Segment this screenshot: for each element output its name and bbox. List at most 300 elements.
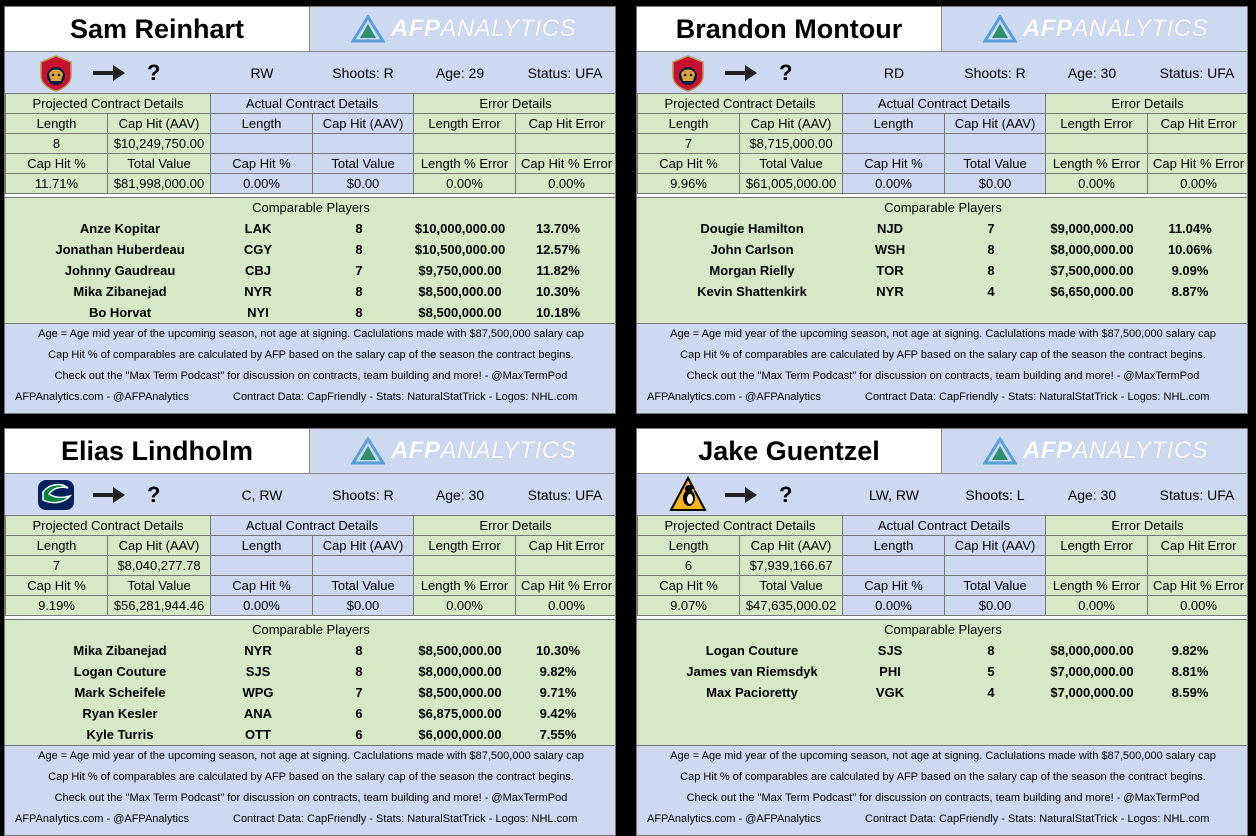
- cap-hit-error-label: Cap Hit Error: [1148, 114, 1248, 134]
- comp-name: Ryan Kesler: [82, 706, 158, 721]
- footer-note-podcast: Check out the "Max Term Podcast" for discussion on contracts, team building and more! - @MaxTermPod: [54, 792, 568, 804]
- footer-site: AFPAnalytics.com - @AFPAnalytics: [647, 391, 821, 403]
- comp-cap-hit: $8,500,000.00: [418, 643, 502, 658]
- projected-contract-header: Projected Contract Details: [638, 516, 843, 536]
- comp-team: WPG: [242, 685, 274, 700]
- comparable-row: [5, 640, 616, 661]
- comparable-players-title: Comparable Players: [884, 622, 1002, 637]
- proj-total-label: Total Value: [740, 576, 843, 596]
- footer-note-cap-hit: Cap Hit % of comparables are calculated by AFP based on the salary cap of the season the contract begins.: [48, 771, 574, 783]
- actual-cap-pct-label: Cap Hit %: [843, 154, 945, 174]
- comp-length: 7: [355, 685, 363, 700]
- length-pct-error-value: 0.00%: [414, 174, 516, 194]
- footer-credits: [5, 387, 616, 408]
- card-header: [5, 429, 616, 473]
- length-pct-error-value: 0.00%: [414, 596, 516, 616]
- cap-pct-error-label: Cap Hit % Error: [1148, 154, 1248, 174]
- comp-length: 6: [355, 727, 363, 742]
- proj-cap-hit-label: Cap Hit (AAV): [108, 536, 211, 556]
- comp-length: 7: [987, 221, 995, 236]
- length-pct-error-label: Length % Error: [1046, 154, 1148, 174]
- comp-length: 8: [355, 664, 363, 679]
- comparable-list: [637, 218, 1248, 302]
- comp-name: Mika Zibanejad: [73, 284, 167, 299]
- player-name: Jake Guentzel: [637, 429, 942, 473]
- actual-length-value: [843, 556, 945, 576]
- actual-cap-hit-label: Cap Hit (AAV): [945, 536, 1046, 556]
- comp-cap-pct: 11.04%: [1168, 221, 1212, 236]
- comp-cap-pct: 10.06%: [1167, 242, 1213, 257]
- projected-contract-header: Projected Contract Details: [6, 516, 211, 536]
- card-footer: [637, 745, 1248, 836]
- comp-team: TOR: [876, 263, 904, 278]
- comparable-row: [637, 661, 1248, 682]
- footer-note-cap-hit: Cap Hit % of comparables are calculated by AFP based on the salary cap of the season the contract begins.: [48, 349, 574, 361]
- comp-name: Logan Couture: [705, 643, 799, 658]
- cap-hit-error-value: [516, 134, 616, 154]
- actual-total-value: $0.00: [945, 596, 1046, 616]
- error-details-header: Error Details: [1046, 94, 1248, 114]
- proj-cap-pct-value: 9.19%: [6, 596, 108, 616]
- comp-length: 4: [987, 685, 995, 700]
- proj-cap-pct-label: Cap Hit %: [6, 576, 108, 596]
- footer-site: AFPAnalytics.com - @AFPAnalytics: [647, 813, 821, 825]
- proj-length-value: 8: [6, 134, 108, 154]
- proj-cap-pct-value: 9.96%: [638, 174, 740, 194]
- actual-cap-pct-value: 0.00%: [211, 596, 313, 616]
- comp-team: ANA: [243, 706, 273, 721]
- proj-cap-pct-label: Cap Hit %: [638, 154, 740, 174]
- comp-team: CGY: [243, 242, 273, 257]
- comp-length: 5: [987, 664, 995, 679]
- player-shoots: Shoots: R: [964, 65, 1026, 81]
- comp-cap-hit: $8,500,000.00: [418, 685, 502, 700]
- actual-cap-pct-value: 0.00%: [843, 596, 945, 616]
- comp-team: PHI: [879, 664, 901, 679]
- player-status: Status: UFA: [1159, 65, 1235, 81]
- proj-length-value: 7: [638, 134, 740, 154]
- vancouver-canucks-logo-icon: [37, 476, 75, 514]
- actual-length-label: Length: [211, 536, 313, 556]
- comp-length: 8: [355, 284, 363, 299]
- length-error-value: [414, 134, 516, 154]
- footer-sources: Contract Data: CapFriendly - Stats: NaturalStatTrick - Logos: NHL.com: [865, 391, 1210, 403]
- comp-length: 8: [355, 221, 363, 236]
- player-status: Status: UFA: [1159, 487, 1235, 503]
- actual-cap-hit-label: Cap Hit (AAV): [945, 114, 1046, 134]
- pittsburgh-penguins-logo-icon: [669, 476, 707, 514]
- cap-hit-error-value: [1148, 134, 1248, 154]
- comp-cap-hit: $8,000,000.00: [418, 664, 502, 679]
- length-error-value: [1046, 134, 1148, 154]
- comparable-players-title: Comparable Players: [252, 622, 370, 637]
- comparable-row: [5, 239, 616, 260]
- footer-site: AFPAnalytics.com - @AFPAnalytics: [15, 391, 189, 403]
- proj-total-value: $47,635,000.02: [740, 596, 843, 616]
- comp-team: WSH: [874, 242, 906, 257]
- player-shoots: Shoots: R: [332, 65, 394, 81]
- proj-total-label: Total Value: [108, 576, 211, 596]
- comp-cap-pct: 10.18%: [535, 305, 581, 320]
- footer-note-age: Age = Age mid year of the upcoming season, not age at signing. Caclulations made with $87,500,000 salary cap: [38, 328, 584, 340]
- projected-contract-header: Projected Contract Details: [6, 94, 211, 114]
- contract-details-table: [5, 515, 616, 616]
- player-shoots: Shoots: R: [332, 487, 394, 503]
- card-header: [637, 429, 1248, 473]
- comp-cap-pct: 9.82%: [539, 664, 577, 679]
- comp-cap-hit: $10,500,000.00: [414, 242, 506, 257]
- comp-length: 8: [987, 643, 995, 658]
- player-status: Status: UFA: [527, 65, 603, 81]
- length-pct-error-value: 0.00%: [1046, 174, 1148, 194]
- comp-cap-pct: 9.42%: [539, 706, 577, 721]
- comparable-players: [5, 619, 616, 745]
- player-age: Age: 30: [1067, 65, 1117, 81]
- comp-team: NYR: [876, 284, 904, 299]
- error-details-header: Error Details: [1046, 516, 1248, 536]
- proj-length-value: 6: [638, 556, 740, 576]
- length-error-value: [414, 556, 516, 576]
- comp-cap-hit: $8,000,000.00: [1050, 643, 1134, 658]
- player-name: Elias Lindholm: [5, 429, 310, 473]
- player-info-row: [5, 473, 616, 515]
- cap-pct-error-label: Cap Hit % Error: [516, 154, 616, 174]
- footer-note-cap-hit: Cap Hit % of comparables are calculated by AFP based on the salary cap of the season the contract begins.: [680, 771, 1206, 783]
- player-card-elias-lindholm: [4, 428, 616, 836]
- comp-cap-pct: 8.59%: [1171, 685, 1209, 700]
- cap-pct-error-label: Cap Hit % Error: [1148, 576, 1248, 596]
- proj-length-label: Length: [6, 114, 108, 134]
- player-position: RW: [250, 65, 274, 81]
- comp-name: John Carlson: [710, 242, 794, 257]
- afp-analytics-logo: [310, 429, 616, 473]
- comparable-row: [5, 218, 616, 239]
- brand-text: AFPANALYTICS: [1022, 15, 1209, 42]
- footer-note-age: Age = Age mid year of the upcoming season, not age at signing. Caclulations made with $87,500,000 salary cap: [670, 328, 1216, 340]
- comp-name: Kyle Turris: [86, 727, 154, 742]
- afp-analytics-logo: [942, 429, 1248, 473]
- cap-pct-error-value: 0.00%: [516, 174, 616, 194]
- comparable-row: [637, 640, 1248, 661]
- comp-cap-hit: $10,000,000.00: [414, 221, 506, 236]
- actual-length-value: [843, 134, 945, 154]
- actual-cap-hit-value: [945, 134, 1046, 154]
- comp-name: Bo Horvat: [88, 305, 152, 320]
- card-header: [637, 7, 1248, 51]
- afp-triangle-icon: [351, 15, 385, 43]
- actual-contract-header: Actual Contract Details: [843, 94, 1046, 114]
- comp-cap-hit: $6,875,000.00: [418, 706, 502, 721]
- comparable-players: [637, 197, 1248, 323]
- footer-note-age: Age = Age mid year of the upcoming season, not age at signing. Caclulations made with $87,500,000 salary cap: [38, 750, 584, 762]
- actual-length-label: Length: [843, 114, 945, 134]
- actual-contract-header: Actual Contract Details: [211, 94, 414, 114]
- player-card-sam-reinhart: [4, 6, 616, 414]
- card-header: [5, 7, 616, 51]
- card-footer: [637, 323, 1248, 414]
- comp-cap-pct: 7.55%: [539, 727, 577, 742]
- proj-cap-pct-label: Cap Hit %: [6, 154, 108, 174]
- player-age: Age: 30: [435, 487, 485, 503]
- arrow-right-icon: [91, 63, 127, 83]
- comp-team: CBJ: [244, 263, 271, 278]
- comp-name: Kevin Shattenkirk: [697, 284, 807, 299]
- error-details-header: Error Details: [414, 94, 616, 114]
- footer-note-podcast: Check out the "Max Term Podcast" for discussion on contracts, team building and more! - @MaxTermPod: [54, 370, 568, 382]
- player-card-brandon-montour: [636, 6, 1248, 414]
- destination-team-unknown: ?: [779, 59, 793, 85]
- afp-analytics-logo: [942, 7, 1248, 51]
- comp-team: NYR: [244, 284, 272, 299]
- comparable-players-title: Comparable Players: [252, 200, 370, 215]
- proj-cap-pct-value: 11.71%: [6, 174, 108, 194]
- proj-cap-hit-value: $7,939,166.67: [740, 556, 843, 576]
- actual-cap-pct-label: Cap Hit %: [211, 576, 313, 596]
- comp-team: SJS: [245, 664, 271, 679]
- length-pct-error-label: Length % Error: [414, 154, 516, 174]
- comp-name: Dougie Hamilton: [700, 221, 804, 236]
- brand-text: AFPANALYTICS: [390, 437, 577, 464]
- player-position: C, RW: [241, 487, 283, 503]
- footer-credits: [637, 809, 1248, 830]
- comp-team: OTT: [245, 727, 271, 742]
- proj-cap-hit-value: $10,249,750.00: [108, 134, 211, 154]
- afp-triangle-icon: [983, 15, 1017, 43]
- comp-name: Mark Scheifele: [74, 685, 166, 700]
- proj-cap-hit-value: $8,040,277.78: [108, 556, 211, 576]
- proj-cap-pct-label: Cap Hit %: [638, 576, 740, 596]
- length-pct-error-label: Length % Error: [414, 576, 516, 596]
- card-footer: [5, 323, 616, 414]
- comparable-row: [5, 724, 616, 745]
- comp-length: 6: [355, 706, 363, 721]
- cap-hit-error-label: Cap Hit Error: [516, 536, 616, 556]
- proj-total-value: $56,281,944.46: [108, 596, 211, 616]
- arrow-right-icon: [723, 63, 759, 83]
- comp-name: Jonathan Huberdeau: [55, 242, 185, 257]
- comparable-row: [5, 281, 616, 302]
- cap-hit-error-label: Cap Hit Error: [1148, 536, 1248, 556]
- comparable-players: [5, 197, 616, 323]
- footer-note-age: Age = Age mid year of the upcoming season, not age at signing. Caclulations made with $87,500,000 salary cap: [670, 750, 1216, 762]
- comparable-row: [637, 260, 1248, 281]
- comp-cap-pct: 12.57%: [535, 242, 581, 257]
- comp-cap-pct: 9.09%: [1171, 263, 1209, 278]
- length-pct-error-value: 0.00%: [1046, 596, 1148, 616]
- comp-cap-hit: $6,650,000.00: [1050, 284, 1134, 299]
- contract-details-table: [637, 93, 1248, 194]
- proj-total-label: Total Value: [108, 154, 211, 174]
- comparable-list: [5, 218, 616, 323]
- length-error-value: [1046, 556, 1148, 576]
- proj-cap-hit-value: $8,715,000.00: [740, 134, 843, 154]
- comp-cap-hit: $6,000,000.00: [418, 727, 502, 742]
- cap-pct-error-value: 0.00%: [516, 596, 616, 616]
- actual-total-value: $0.00: [313, 596, 414, 616]
- comp-length: 4: [987, 284, 995, 299]
- proj-total-label: Total Value: [740, 154, 843, 174]
- brand-text: AFPANALYTICS: [390, 15, 577, 42]
- destination-team-unknown: ?: [147, 481, 161, 507]
- footer-note-podcast: Check out the "Max Term Podcast" for discussion on contracts, team building and more! - @MaxTermPod: [686, 370, 1200, 382]
- comp-cap-hit: $7,000,000.00: [1050, 685, 1134, 700]
- destination-team-unknown: ?: [147, 59, 161, 85]
- footer-site: AFPAnalytics.com - @AFPAnalytics: [15, 813, 189, 825]
- projected-contract-header: Projected Contract Details: [638, 94, 843, 114]
- comp-team: LAK: [244, 221, 272, 236]
- actual-length-value: [211, 556, 313, 576]
- comp-cap-pct: 10.30%: [535, 284, 581, 299]
- comparable-list: [637, 640, 1248, 703]
- destination-team-unknown: ?: [779, 481, 793, 507]
- florida-panthers-logo-icon: [669, 54, 707, 92]
- comp-cap-hit: $7,000,000.00: [1050, 664, 1134, 679]
- comp-team: NYR: [244, 643, 272, 658]
- comp-team: VGK: [875, 685, 905, 700]
- actual-cap-pct-label: Cap Hit %: [843, 576, 945, 596]
- comparable-players-title: Comparable Players: [884, 200, 1002, 215]
- comp-name: Mika Zibanejad: [73, 643, 167, 658]
- comparable-row: [5, 682, 616, 703]
- proj-total-value: $81,998,000.00: [108, 174, 211, 194]
- comp-length: 8: [987, 263, 995, 278]
- proj-cap-hit-label: Cap Hit (AAV): [740, 536, 843, 556]
- proj-length-label: Length: [638, 536, 740, 556]
- cap-pct-error-value: 0.00%: [1148, 596, 1248, 616]
- footer-sources: Contract Data: CapFriendly - Stats: NaturalStatTrick - Logos: NHL.com: [865, 813, 1210, 825]
- comp-cap-pct: 10.30%: [535, 643, 581, 658]
- actual-cap-hit-value: [313, 134, 414, 154]
- proj-total-value: $61,005,000.00: [740, 174, 843, 194]
- proj-length-label: Length: [638, 114, 740, 134]
- actual-cap-hit-label: Cap Hit (AAV): [313, 536, 414, 556]
- comp-length: 8: [355, 242, 363, 257]
- comp-length: 8: [987, 242, 995, 257]
- comparable-list: [5, 640, 616, 745]
- comp-cap-pct: 13.70%: [535, 221, 581, 236]
- actual-total-value: $0.00: [313, 174, 414, 194]
- comp-cap-hit: $8,500,000.00: [418, 305, 502, 320]
- actual-cap-pct-value: 0.00%: [843, 174, 945, 194]
- player-name: Sam Reinhart: [5, 7, 310, 51]
- actual-cap-hit-label: Cap Hit (AAV): [313, 114, 414, 134]
- length-error-label: Length Error: [414, 536, 516, 556]
- comparable-row: [637, 239, 1248, 260]
- footer-note-podcast: Check out the "Max Term Podcast" for discussion on contracts, team building and more! - @MaxTermPod: [686, 792, 1200, 804]
- comparable-row: [637, 218, 1248, 239]
- footer-sources: Contract Data: CapFriendly - Stats: NaturalStatTrick - Logos: NHL.com: [233, 813, 578, 825]
- arrow-right-icon: [91, 485, 127, 505]
- footer-credits: [637, 387, 1248, 408]
- actual-total-value: $0.00: [945, 174, 1046, 194]
- comparable-row: [5, 703, 616, 724]
- length-error-label: Length Error: [1046, 536, 1148, 556]
- comp-name: James van Riemsdyk: [686, 664, 818, 679]
- comp-length: 8: [355, 305, 363, 320]
- comp-name: Morgan Rielly: [709, 263, 795, 278]
- comp-cap-hit: $8,500,000.00: [418, 284, 502, 299]
- arrow-right-icon: [723, 485, 759, 505]
- actual-total-label: Total Value: [945, 154, 1046, 174]
- proj-cap-pct-value: 9.07%: [638, 596, 740, 616]
- comp-name: Anze Kopitar: [79, 221, 161, 236]
- comparable-players: [637, 619, 1248, 745]
- florida-panthers-logo-icon: [37, 54, 75, 92]
- footer-note-cap-hit: Cap Hit % of comparables are calculated by AFP based on the salary cap of the season the contract begins.: [680, 349, 1206, 361]
- comp-cap-hit: $9,000,000.00: [1050, 221, 1134, 236]
- comp-cap-pct: 9.82%: [1171, 643, 1209, 658]
- cap-hit-error-value: [516, 556, 616, 576]
- actual-cap-hit-value: [313, 556, 414, 576]
- cap-pct-error-label: Cap Hit % Error: [516, 576, 616, 596]
- cap-pct-error-value: 0.00%: [1148, 174, 1248, 194]
- actual-cap-hit-value: [945, 556, 1046, 576]
- proj-length-value: 7: [6, 556, 108, 576]
- player-age: Age: 30: [1067, 487, 1117, 503]
- cap-hit-error-label: Cap Hit Error: [516, 114, 616, 134]
- proj-cap-hit-label: Cap Hit (AAV): [740, 114, 843, 134]
- actual-length-label: Length: [211, 114, 313, 134]
- comp-cap-hit: $8,000,000.00: [1050, 242, 1134, 257]
- length-error-label: Length Error: [414, 114, 516, 134]
- comp-cap-pct: 8.81%: [1171, 664, 1209, 679]
- actual-length-label: Length: [843, 536, 945, 556]
- comp-name: Johnny Gaudreau: [64, 263, 176, 278]
- comp-team: NJD: [876, 221, 903, 236]
- actual-total-label: Total Value: [313, 154, 414, 174]
- player-position: RD: [883, 65, 905, 81]
- player-age: Age: 29: [435, 65, 485, 81]
- proj-length-label: Length: [6, 536, 108, 556]
- player-position: LW, RW: [868, 487, 920, 503]
- actual-length-value: [211, 134, 313, 154]
- cap-hit-error-value: [1148, 556, 1248, 576]
- comparable-row: [637, 682, 1248, 703]
- player-card-jake-guentzel: [636, 428, 1248, 836]
- comp-length: 8: [355, 643, 363, 658]
- comparable-row: [5, 302, 616, 323]
- length-error-label: Length Error: [1046, 114, 1148, 134]
- actual-contract-header: Actual Contract Details: [843, 516, 1046, 536]
- contract-details-table: [5, 93, 616, 194]
- comparable-row: [5, 661, 616, 682]
- length-pct-error-label: Length % Error: [1046, 576, 1148, 596]
- comp-cap-hit: $7,500,000.00: [1050, 263, 1134, 278]
- afp-triangle-icon: [983, 437, 1017, 465]
- player-name: Brandon Montour: [637, 7, 942, 51]
- footer-sources: Contract Data: CapFriendly - Stats: NaturalStatTrick - Logos: NHL.com: [233, 391, 578, 403]
- player-info-row: [5, 51, 616, 93]
- comp-cap-hit: $9,750,000.00: [418, 263, 502, 278]
- afp-analytics-logo: [310, 7, 616, 51]
- contract-details-table: [637, 515, 1248, 616]
- actual-total-label: Total Value: [945, 576, 1046, 596]
- card-footer: [5, 745, 616, 836]
- comp-name: Max Pacioretty: [706, 685, 798, 700]
- comp-cap-pct: 8.87%: [1171, 284, 1209, 299]
- actual-total-label: Total Value: [313, 576, 414, 596]
- comparable-row: [637, 281, 1248, 302]
- actual-cap-pct-value: 0.00%: [211, 174, 313, 194]
- error-details-header: Error Details: [414, 516, 616, 536]
- player-info-row: [637, 473, 1248, 515]
- actual-cap-pct-label: Cap Hit %: [211, 154, 313, 174]
- comparable-row: [5, 260, 616, 281]
- proj-cap-hit-label: Cap Hit (AAV): [108, 114, 211, 134]
- actual-contract-header: Actual Contract Details: [211, 516, 414, 536]
- footer-credits: [5, 809, 616, 830]
- afp-triangle-icon: [351, 437, 385, 465]
